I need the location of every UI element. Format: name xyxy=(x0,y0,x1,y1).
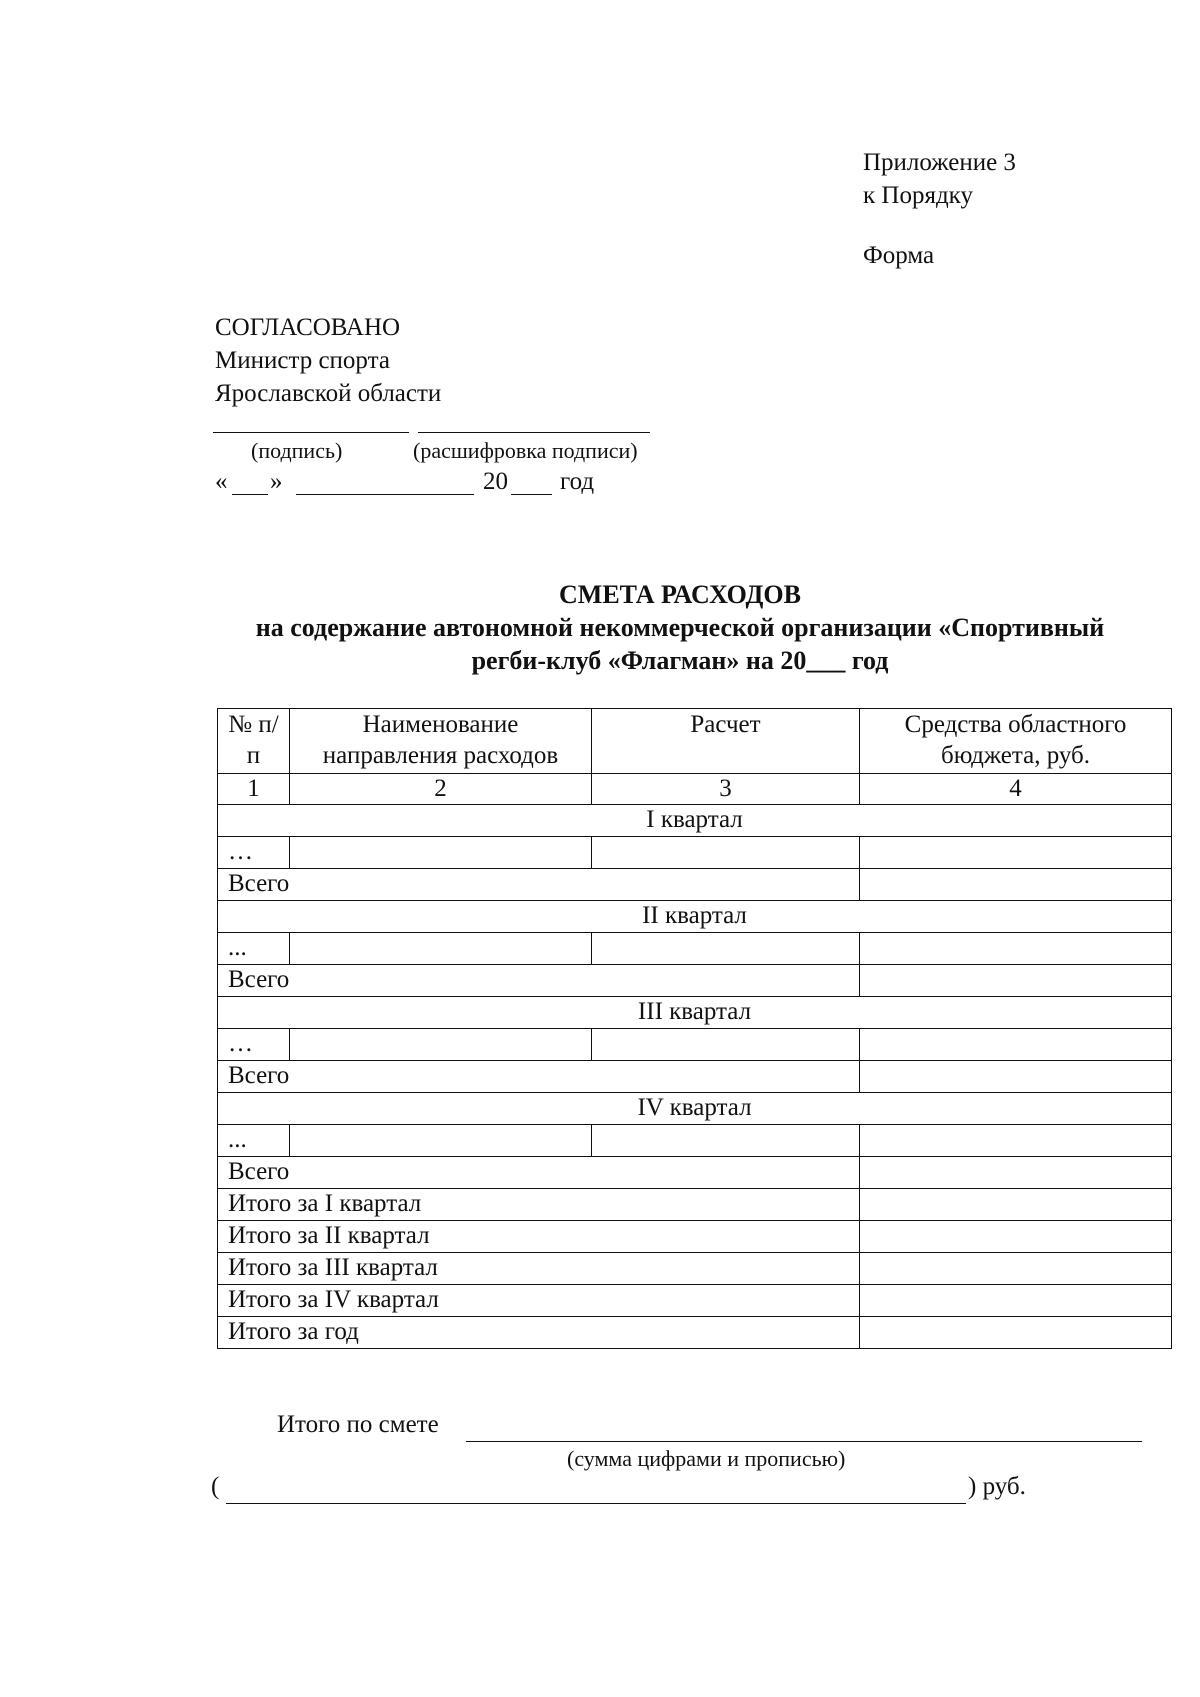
estimate-total-label: Итого по смете xyxy=(277,1411,439,1438)
cell-funds[interactable] xyxy=(860,869,1172,901)
cell-name[interactable] xyxy=(290,933,592,965)
sum-caption: (сумма цифрами и прописью) xyxy=(567,1446,846,1471)
summary-row xyxy=(218,1317,1172,1349)
cell-funds[interactable] xyxy=(860,1253,1172,1285)
header-num: № п/п xyxy=(218,709,290,774)
header-funds: Средства областного бюджета, руб. xyxy=(860,709,1172,774)
open-paren: ( xyxy=(211,1473,220,1500)
row-marker: ... xyxy=(218,933,290,965)
estimate-total-line[interactable] xyxy=(466,1441,1142,1442)
header-calc: Расчет xyxy=(592,709,860,774)
approval-status: СОГЛАСОВАНО xyxy=(215,314,401,341)
row-marker: ... xyxy=(218,1125,290,1157)
cell-name[interactable] xyxy=(290,1029,592,1061)
quarter-total-row xyxy=(218,869,1172,901)
cell-calc[interactable] xyxy=(592,1125,860,1157)
cell-funds[interactable] xyxy=(860,933,1172,965)
cell-funds[interactable] xyxy=(860,1189,1172,1221)
table-row xyxy=(218,1125,1172,1157)
signature-caption: (подпись) xyxy=(251,438,343,463)
column-numbers-row xyxy=(218,774,1172,805)
quarter-total-row xyxy=(218,965,1172,997)
date-month-line xyxy=(296,494,474,495)
summary-row xyxy=(218,1189,1172,1221)
quarter-total-row xyxy=(218,1061,1172,1093)
signature-decoding-line xyxy=(418,432,650,433)
column-number: 2 xyxy=(290,774,592,805)
quarter-total-label: Всего xyxy=(218,1061,860,1093)
column-number: 4 xyxy=(860,774,1172,805)
cell-funds[interactable] xyxy=(860,1029,1172,1061)
appendix-number: Приложение 3 xyxy=(863,149,1016,176)
table-row xyxy=(218,837,1172,869)
approval-position-line1: Министр спорта xyxy=(215,347,390,374)
date-year-prefix: 20 xyxy=(483,468,508,495)
quarter-total-label: Всего xyxy=(218,869,860,901)
cell-funds[interactable] xyxy=(860,1285,1172,1317)
cell-name[interactable] xyxy=(290,837,592,869)
cell-calc[interactable] xyxy=(592,1029,860,1061)
header-name: Наименование направления расходов xyxy=(290,709,592,774)
column-number: 1 xyxy=(218,774,290,805)
estimate-table xyxy=(217,708,1172,1349)
quarter-title: II квартал xyxy=(218,901,1172,933)
date-close-quote: » xyxy=(270,468,283,495)
quarter-title: III квартал xyxy=(218,997,1172,1029)
summary-label: Итого за I квартал xyxy=(218,1189,860,1221)
date-year-line xyxy=(511,494,552,495)
appendix-order: к Порядку xyxy=(863,182,973,209)
appendix-reference xyxy=(863,146,1016,212)
quarter-title: I квартал xyxy=(218,805,1172,837)
summary-label: Итого за IV квартал xyxy=(218,1285,860,1317)
quarter-title-row xyxy=(218,997,1172,1029)
quarter-title-row xyxy=(218,901,1172,933)
summary-label: Итого за III квартал xyxy=(218,1253,860,1285)
title-line1: СМЕТА РАСХОДОВ xyxy=(559,580,801,609)
table-row xyxy=(218,933,1172,965)
summary-row xyxy=(218,1253,1172,1285)
cell-funds[interactable] xyxy=(860,1061,1172,1093)
table-header-row xyxy=(218,709,1172,774)
approval-position-line2: Ярославской области xyxy=(215,380,442,407)
date-open-quote: « xyxy=(215,468,228,495)
quarter-title-row xyxy=(218,805,1172,837)
rub-label: ) руб. xyxy=(968,1473,1026,1500)
quarter-title: IV квартал xyxy=(218,1093,1172,1125)
cell-funds[interactable] xyxy=(860,1157,1172,1189)
cell-funds[interactable] xyxy=(860,1221,1172,1253)
title-line2: на содержание автономной некоммерческой организации «Спортивный xyxy=(255,613,1105,642)
signature-decoding-caption: (расшифровка подписи) xyxy=(413,438,638,463)
summary-row xyxy=(218,1285,1172,1317)
signature-line xyxy=(213,432,409,433)
row-marker: … xyxy=(218,1029,290,1061)
approval-block xyxy=(215,311,441,410)
quarter-title-row xyxy=(218,1093,1172,1125)
column-number: 3 xyxy=(592,774,860,805)
cell-calc[interactable] xyxy=(592,933,860,965)
quarter-total-row xyxy=(218,1157,1172,1189)
quarter-total-label: Всего xyxy=(218,1157,860,1189)
summary-row xyxy=(218,1221,1172,1253)
quarter-total-label: Всего xyxy=(218,965,860,997)
table-row xyxy=(218,1029,1172,1061)
cell-name[interactable] xyxy=(290,1125,592,1157)
cell-funds[interactable] xyxy=(860,1317,1172,1349)
cell-funds[interactable] xyxy=(860,965,1172,997)
summary-label: Итого за год xyxy=(218,1317,860,1349)
date-day-line xyxy=(232,494,268,495)
cell-funds[interactable] xyxy=(860,1125,1172,1157)
row-marker: … xyxy=(218,837,290,869)
sum-words-line[interactable] xyxy=(226,1503,966,1504)
form-label: Форма xyxy=(863,242,935,269)
document-title xyxy=(200,578,1160,677)
cell-calc[interactable] xyxy=(592,837,860,869)
title-line3: регби-клуб «Флагман» на 20___ год xyxy=(471,646,889,675)
cell-funds[interactable] xyxy=(860,837,1172,869)
summary-label: Итого за II квартал xyxy=(218,1221,860,1253)
date-year-suffix: год xyxy=(560,468,595,495)
